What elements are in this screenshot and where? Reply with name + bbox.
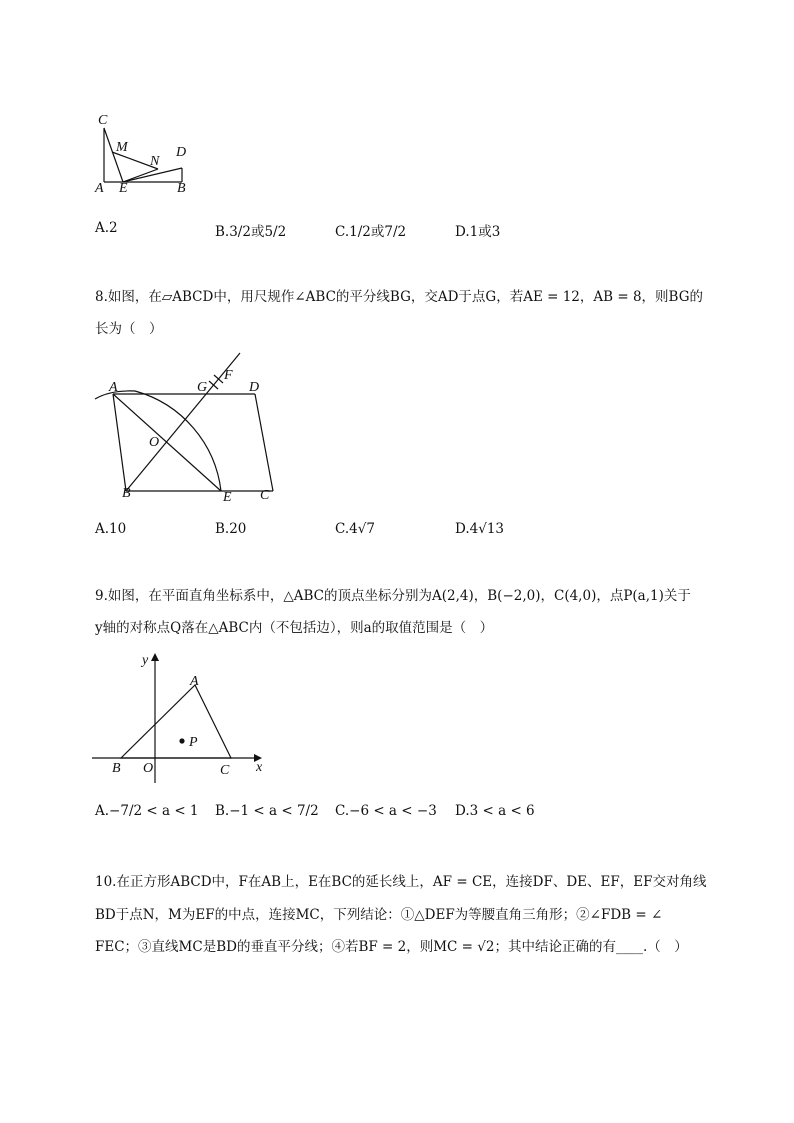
label-x: x [256, 760, 263, 775]
arc-mark-2 [214, 375, 223, 383]
q10-stem-line3: FEC；③直线MC是BD的垂直平分线；④若BF = 2，则MC = √2；其中结论正确的有____.（ ） [95, 939, 688, 955]
segment-ba [113, 394, 126, 491]
segment-ed [123, 168, 182, 182]
q8-option-b[interactable]: B.20 [215, 521, 247, 537]
q7-option-d[interactable]: D.1或3 [455, 224, 501, 240]
q8-option-a[interactable]: A.10 [95, 521, 127, 537]
q9-option-d[interactable]: D.3 < a < 6 [455, 803, 535, 819]
label-y: y [142, 653, 149, 668]
label-o: O [149, 435, 160, 450]
q8-option-c[interactable]: C.4√7 [335, 521, 375, 537]
label-m: M [116, 140, 128, 155]
label-p: P [189, 735, 198, 750]
label-d: D [176, 145, 187, 160]
y-axis-arrow [151, 653, 159, 661]
label-f: F [224, 368, 233, 383]
label-c: C [220, 763, 230, 778]
q10-stem-line1: 10.在正方形ABCD中，F在AB上，E在BC的延长线上，AF = CE，连接DF、DE、EF，EF交对角线 [95, 874, 707, 890]
q8-stem-line1: 8.如图，在▱ABCD中，用尺规作∠ABC的平分线BG，交AD于点G，若AE = 12，AB = 8，则BG的 [95, 289, 703, 305]
q9-stem-line1: 9.如图，在平面直角坐标系中，△ABC的顶点坐标分别为A(2,4)，B(−2,0)，C(4,0)，点P(a,1)关于 [95, 588, 691, 604]
label-a: A [109, 380, 118, 395]
label-b: B [177, 181, 186, 196]
label-c: C [98, 113, 108, 128]
q9-option-b[interactable]: B.−1 < a < 7/2 [215, 803, 319, 819]
q7-option-c[interactable]: C.1/2或7/2 [335, 224, 407, 240]
triangle-abc [121, 685, 231, 758]
segment-dc [255, 394, 273, 491]
label-g: G [197, 380, 208, 395]
label-b: B [122, 486, 131, 501]
q9-stem-line2: y轴的对称点Q落在△ABC内（不包括边），则a的取值范围是（ ） [95, 620, 494, 636]
q8-figure [90, 345, 290, 510]
label-e: E [223, 490, 232, 505]
q9-option-c[interactable]: C.−6 < a < −3 [335, 803, 437, 819]
q7-figure [90, 110, 200, 200]
label-e: E [119, 181, 128, 196]
q8-stem-line2: 长为（ ） [95, 321, 163, 337]
label-n: N [150, 154, 160, 169]
q7-option-a[interactable]: A.2 [95, 220, 118, 236]
label-b: B [112, 761, 121, 776]
label-a: A [190, 674, 199, 689]
ray-bf [126, 353, 240, 491]
q8-option-d[interactable]: D.4√13 [455, 521, 505, 537]
q9-figure [90, 645, 270, 785]
label-a: A [95, 181, 104, 196]
q10-stem-line2: BD于点N，M为EF的中点，连接MC，下列结论：①△DEF为等腰直角三角形；②∠FDB = ∠ [95, 907, 663, 923]
point-p [179, 738, 184, 743]
label-o: O [143, 761, 154, 776]
label-c: C [260, 488, 270, 503]
label-d: D [249, 380, 260, 395]
q9-option-a[interactable]: A.−7/2 < a < 1 [95, 803, 199, 819]
q7-option-b[interactable]: B.3/2或5/2 [215, 224, 287, 240]
